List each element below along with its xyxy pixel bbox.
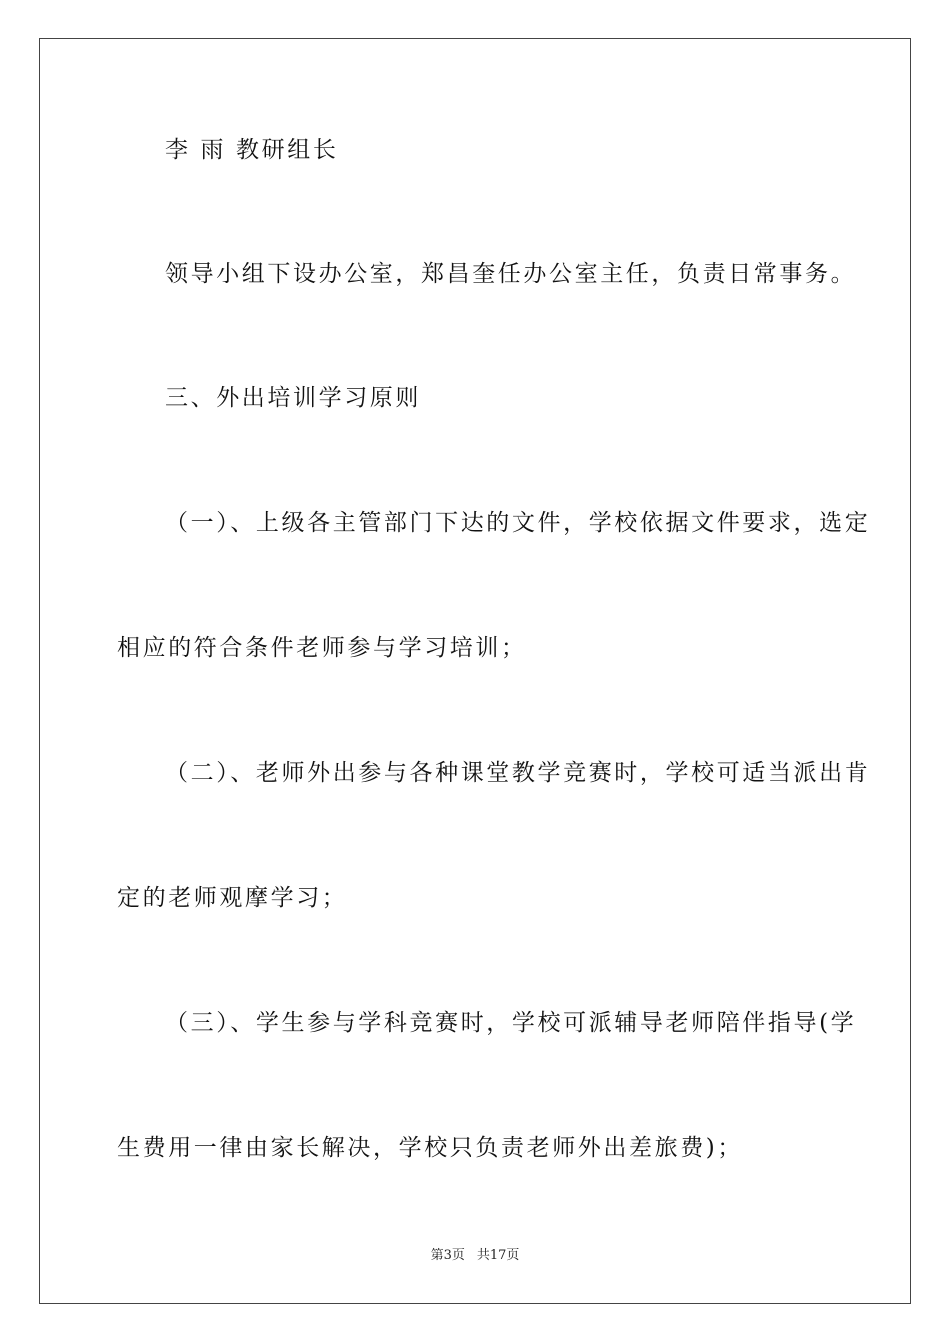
- clause-3-line-1: （三）、学生参与学科竞赛时，学校可派辅导老师陪伴指导(学: [165, 1010, 857, 1036]
- section-heading: 三、外出培训学习原则: [165, 385, 421, 411]
- clause-1-line-2: 相应的符合条件老师参与学习培训；: [117, 635, 527, 661]
- total-pages: 共17页: [476, 1248, 520, 1263]
- clause-3-line-2: 生费用一律由家长解决，学校只负责老师外出差旅费)；: [117, 1135, 743, 1161]
- page-border: [39, 38, 911, 1304]
- page-number: 第3页: [430, 1248, 465, 1263]
- clause-2-line-2: 定的老师观摩学习；: [117, 885, 348, 911]
- office-paragraph: 领导小组下设办公室，郑昌奎任办公室主任，负责日常事务。: [165, 261, 857, 287]
- clause-1-line-1: （一）、上级各主管部门下达的文件，学校依据文件要求，选定: [165, 510, 871, 536]
- member-line: 李 雨 教研组长: [165, 137, 339, 163]
- clause-2-line-1: （二）、老师外出参与各种课堂教学竞赛时，学校可适当派出肯: [165, 760, 871, 786]
- page-footer: [0, 1247, 950, 1265]
